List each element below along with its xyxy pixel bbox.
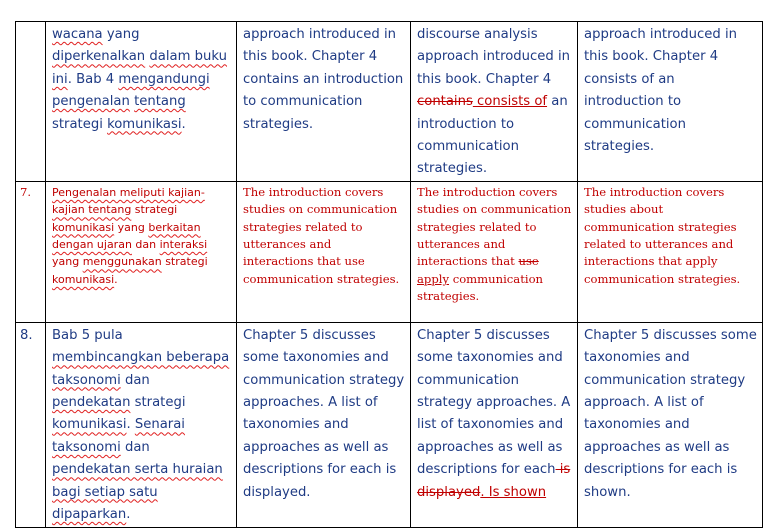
deleted-text: use (518, 254, 539, 269)
post-edit-cell: discourse analysis approach introduced in this book. Chapter 4 contains consists of an introduction to communication strategies. (411, 22, 578, 182)
deleted-text: is displayed (417, 462, 571, 500)
machine-translation-cell: Chapter 5 discusses some taxonomies and communication strategy approaches. A list of taxonomies and approaches as well as descriptions for each is displayed. (237, 322, 411, 527)
inserted-text: . Is shown (480, 484, 547, 500)
machine-translation-cell: The introduction covers studies on communication strategies related to utterances and interactions that use communication strategies. (237, 181, 411, 322)
row-number: 7. (16, 181, 46, 322)
final-translation-cell: The introduction covers studies about communication strategies related to utterances and interactions that apply communication strategies. (578, 181, 763, 322)
malay-source-cell: Pengenalan meliputi kajian-kajian tentang strategi komunikasi yang berkaitan dengan ujaran dan interaksi yang menggunakan strategi komunikasi. (46, 181, 237, 322)
final-translation-cell: Chapter 5 discusses some taxonomies and communication strategy approach. A list of taxonomies and approaches as well as descriptions for each is shown. (578, 322, 763, 527)
inserted-text: consists of (472, 94, 548, 110)
table-row (16, 22, 763, 182)
malay-source-cell: Bab 5 pula membincangkan beberapa taksonomi dan pendekatan strategi komunikasi. Senarai taksonomi dan pendekatan serta huraian bagi setiap satu dipaparkan. (46, 322, 237, 527)
inserted-text: apply (417, 271, 450, 286)
table-row (16, 322, 763, 527)
post-edit-cell: The introduction covers studies on communication strategies related to utterances and interactions that use apply communication strategies. (411, 181, 578, 322)
final-translation-cell: approach introduced in this book. Chapter 4 consists of an introduction to communication strategies. (578, 22, 763, 182)
post-edit-cell: Chapter 5 discusses some taxonomies and communication strategy approaches. A list of taxonomies and approaches as well as descriptions for each is displayed. Is shown (411, 322, 578, 527)
row-number: 8. (16, 322, 46, 527)
translation-table (15, 21, 763, 528)
malay-source-cell: wacana yang diperkenalkan dalam buku ini. Bab 4 mengandungi pengenalan tentang strategi komunikasi. (46, 22, 237, 182)
row-number (16, 22, 46, 182)
machine-translation-cell: approach introduced in this book. Chapter 4 contains an introduction to communication strategies. (237, 22, 411, 182)
table-row (16, 181, 763, 322)
deleted-text: contains (417, 94, 473, 110)
